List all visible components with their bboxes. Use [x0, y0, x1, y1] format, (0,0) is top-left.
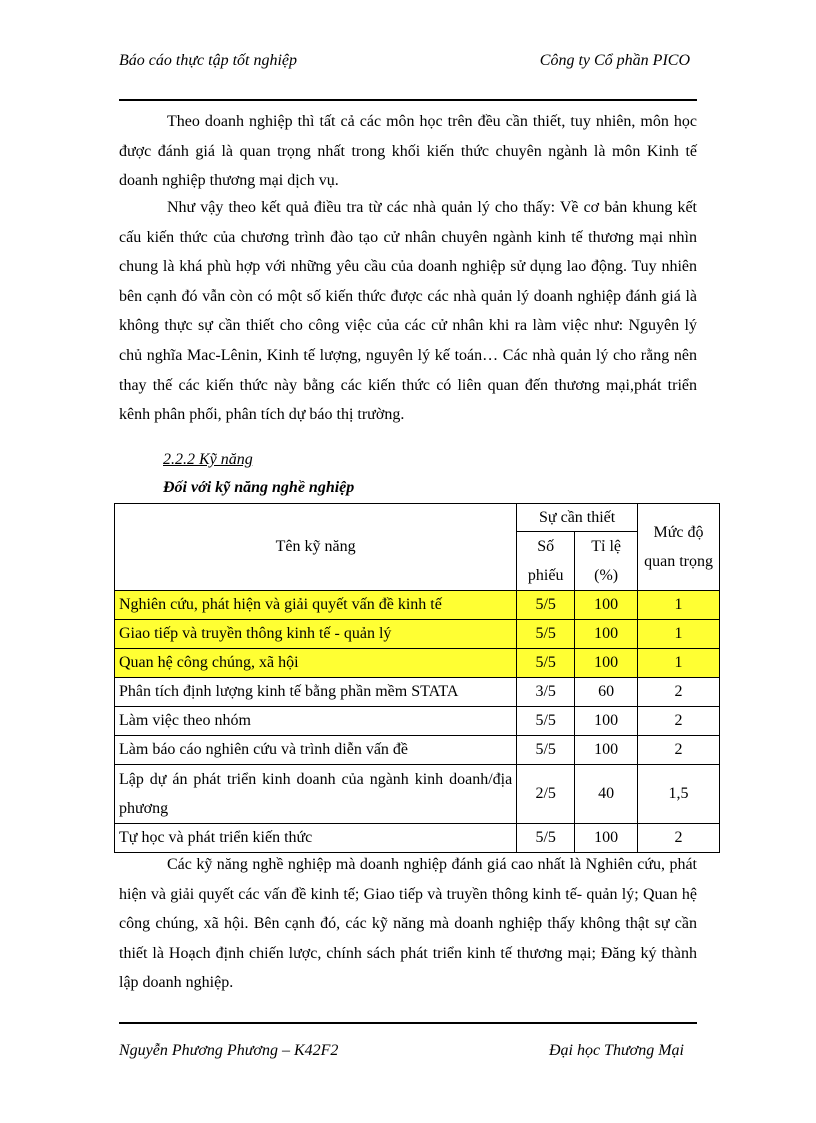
- skill-votes: 2/5: [517, 765, 575, 824]
- table-row: [115, 591, 720, 620]
- table-row: [115, 824, 720, 853]
- skill-importance: 2: [638, 678, 720, 707]
- section-heading: 2.2.2 Kỹ năng: [163, 451, 253, 468]
- skill-name: Phân tích định lượng kinh tế bằng phần mềm STATA: [115, 678, 517, 707]
- table-row: [115, 649, 720, 678]
- header-importance: Mức độ quan trọng: [638, 504, 720, 591]
- header-report-title: Báo cáo thực tập tốt nghiệp: [119, 52, 298, 69]
- skill-ratio: 100: [575, 649, 638, 678]
- footer-university: Đại học Thương Mại: [548, 1042, 684, 1059]
- paragraph-2: Như vậy theo kết quả điều tra từ các nhà quản lý cho thấy: Về cơ bản khung kết cấu kiến thức của chương trình đào tạo cử nhân chuyên ngành kinh tế thương mại nhìn chung là khá phù hợp với những yêu cầu của doanh nghiệp sử dụng lao động. Tuy nhiên bên cạnh đó vẫn còn có một số kiến thức được các nhà quản lý doanh nghiệp đánh giá là không thực sự cần thiết cho công việc của các cử nhân khi ra làm việc như: Nguyên lý chủ nghĩa Mac-Lênin, Kinh tế lượng, nguyên lý kế toán… Các nhà quản lý cho rằng nên thay thế các kiến thức này bằng các kiến thức có liên quan đến thương mại,phát triển kênh phân phối, phân tích dự báo thị trường.: [119, 199, 697, 424]
- skill-ratio: 100: [575, 736, 638, 765]
- skill-name: Tự học và phát triển kiến thức: [115, 824, 517, 853]
- skill-ratio: 60: [575, 678, 638, 707]
- header-ratio: Tỉ lệ (%): [575, 532, 638, 591]
- footer-divider: [119, 1022, 697, 1024]
- skill-ratio: 100: [575, 707, 638, 736]
- skill-ratio: 40: [575, 765, 638, 824]
- skill-importance: 1: [638, 591, 720, 620]
- header-necessity: Sự cần thiết: [517, 504, 638, 532]
- skill-name: Làm báo cáo nghiên cứu và trình diễn vấn đề: [115, 736, 517, 765]
- skill-importance: 2: [638, 824, 720, 853]
- paragraph-1: Theo doanh nghiệp thì tất cả các môn học trên đều cần thiết, tuy nhiên, môn học được đánh giá là quan trọng nhất trong khối kiến thức chuyên ngành là môn Kinh tế doanh nghiệp thương mại dịch vụ.: [119, 113, 697, 190]
- skill-votes: 3/5: [517, 678, 575, 707]
- skill-votes: 5/5: [517, 824, 575, 853]
- skill-importance: 2: [638, 736, 720, 765]
- table-row: [115, 736, 720, 765]
- skill-importance: 1,5: [638, 765, 720, 824]
- header-skill-name: Tên kỹ năng: [115, 504, 517, 591]
- header-company-name: Công ty Cổ phần PICO: [539, 52, 690, 69]
- skill-votes: 5/5: [517, 620, 575, 649]
- skill-name: Làm việc theo nhóm: [115, 707, 517, 736]
- skill-name: Quan hệ công chúng, xã hội: [115, 649, 517, 678]
- skill-votes: 5/5: [517, 591, 575, 620]
- skill-ratio: 100: [575, 591, 638, 620]
- skill-importance: 1: [638, 620, 720, 649]
- header-votes: Số phiếu: [517, 532, 575, 591]
- skill-ratio: 100: [575, 620, 638, 649]
- skill-ratio: 100: [575, 824, 638, 853]
- skill-votes: 5/5: [517, 736, 575, 765]
- paragraph-3: Các kỹ năng nghề nghiệp mà doanh nghiệp đánh giá cao nhất là Nghiên cứu, phát hiện và giải quyết các vấn đề kinh tế; Giao tiếp và truyền thông kinh tế- quản lý; Quan hệ công chúng, xã hội. Bên cạnh đó, các kỹ năng mà doanh nghiệp thấy không thật sự cần thiết là Hoạch định chiến lược, chính sách phát triển kinh tế thương mại; Đăng ký thành lập doanh nghiệp.: [119, 856, 697, 992]
- header-divider: [119, 99, 697, 101]
- skills-table: [114, 503, 720, 853]
- table-row: [115, 765, 720, 824]
- skill-name: Nghiên cứu, phát hiện và giải quyết vấn đề kinh tế: [115, 591, 517, 620]
- skill-importance: 1: [638, 649, 720, 678]
- footer-author: Nguyễn Phương Phương – K42F2: [119, 1042, 339, 1059]
- table-row: [115, 707, 720, 736]
- table-row: [115, 620, 720, 649]
- skill-name: Lập dự án phát triển kinh doanh của ngành kinh doanh/địa phương: [115, 765, 517, 824]
- skill-votes: 5/5: [517, 707, 575, 736]
- table-caption: Đối với kỹ năng nghề nghiệp: [163, 479, 355, 496]
- skill-importance: 2: [638, 707, 720, 736]
- skill-name: Giao tiếp và truyền thông kinh tế - quản lý: [115, 620, 517, 649]
- table-row: [115, 678, 720, 707]
- skill-votes: 5/5: [517, 649, 575, 678]
